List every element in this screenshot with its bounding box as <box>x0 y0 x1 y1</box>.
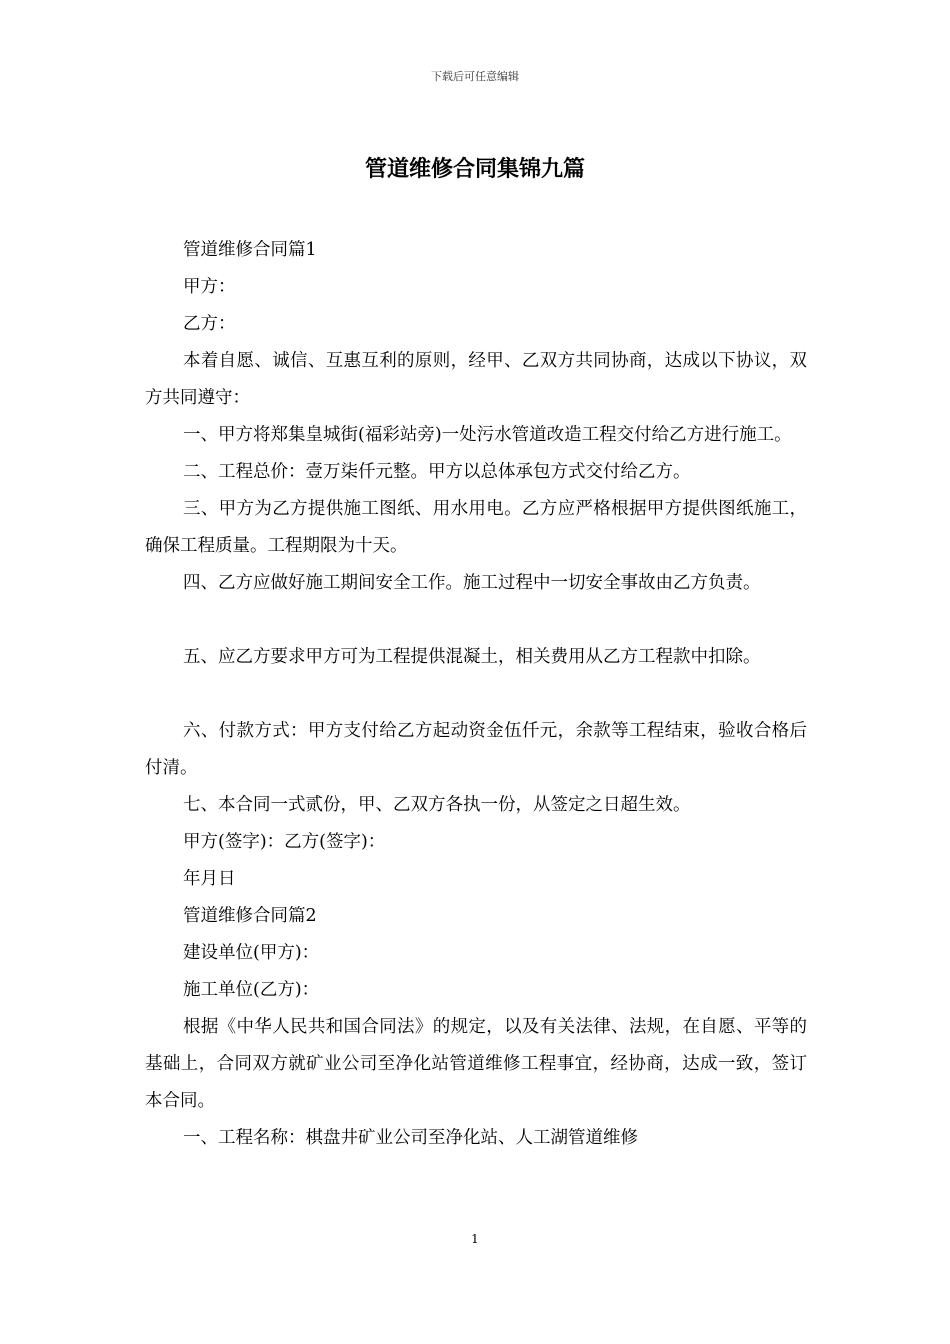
builder-unit-line: 建设单位(甲方)： <box>183 943 320 963</box>
section-heading-2: 管道维修合同篇2 <box>183 906 317 926</box>
preamble-paragraph: 本着自愿、诚信、互惠互利的原则，经甲、乙双方共同协商，达成以下协议，双方共同遵守： <box>145 351 807 408</box>
document-body <box>145 232 807 1157</box>
date-line: 年月日 <box>183 869 236 889</box>
signature-line: 甲方(签字)：乙方(签字)： <box>183 832 386 852</box>
legal-basis-paragraph: 根据《中华人民共和国合同法》的规定，以及有关法律、法规，在自愿、平等的基础上，合同双方就矿业公司至净化站管道维修工程事宜，经协商，达成一致，签订本合同。 <box>145 1017 807 1111</box>
clause-1: 一、甲方将郑集皇城街(福彩站旁)一处污水管道改造工程交付给乙方进行施工。 <box>183 425 792 445</box>
header-note: 下载后可任意编辑 <box>431 70 519 83</box>
page-number: 1 <box>471 1232 479 1246</box>
clause-6: 六、付款方式：甲方支付给乙方起动资金伍仟元，余款等工程结束，验收合格后付清。 <box>145 721 807 778</box>
section-heading-1: 管道维修合同篇1 <box>183 240 317 260</box>
party-b-line: 乙方： <box>183 314 236 334</box>
clause-3: 三、甲方为乙方提供施工图纸、用水用电。乙方应严格根据甲方提供图纸施工，确保工程质量。工程期限为十天。 <box>145 499 807 556</box>
contractor-unit-line: 施工单位(乙方)： <box>183 980 320 1000</box>
clause-2: 二、工程总价：壹万柒仟元整。甲方以总体承包方式交付给乙方。 <box>183 462 691 482</box>
party-a-line: 甲方： <box>183 277 236 297</box>
document-title: 管道维修合同集锦九篇 <box>364 157 585 182</box>
clause-5: 五、应乙方要求甲方可为工程提供混凝土，相关费用从乙方工程款中扣除。 <box>183 647 761 667</box>
clause-4: 四、乙方应做好施工期间安全工作。施工过程中一切安全事故由乙方负责。 <box>183 573 761 593</box>
clause-7: 七、本合同一式贰份，甲、乙双方各执一份，从签定之日超生效。 <box>183 795 691 815</box>
project-name-clause: 一、工程名称：棋盘井矿业公司至净化站、人工湖管道维修 <box>183 1128 638 1148</box>
